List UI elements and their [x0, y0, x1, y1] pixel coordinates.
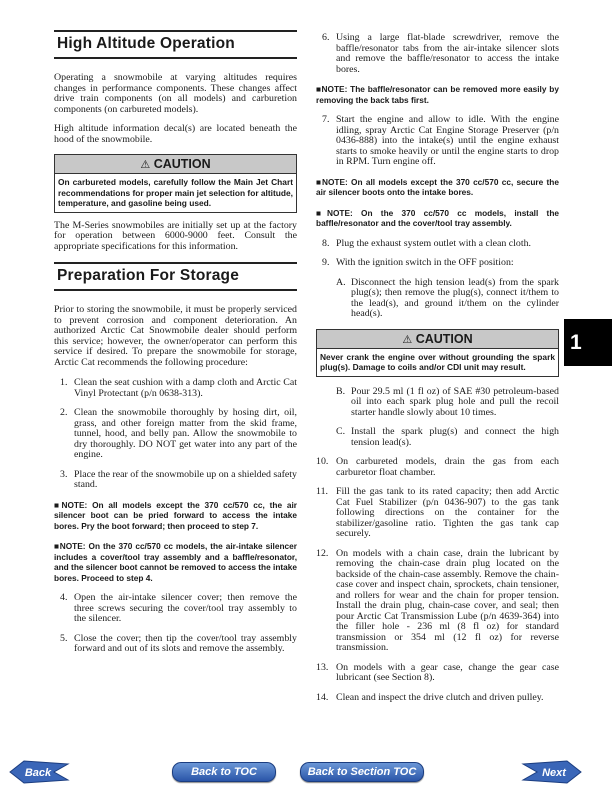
list-item: C. Install the spark plug(s) and connect the high tension lead(s).	[336, 426, 559, 448]
list-item: 8. Plug the exhaust system outlet with a clean cloth.	[322, 237, 531, 249]
step-list	[316, 115, 559, 168]
caution-header	[317, 330, 558, 349]
list-item: B. Pour 29.5 ml (1 fl oz) of SAE #30 petroleum-based oil into each spark plug hole and pull the recoil starter handle slowly about 10 times.	[336, 385, 559, 418]
sub-step-list	[316, 278, 559, 320]
list-item: 10. On carbureted models, drain the gas from each carburetor float chamber.	[316, 456, 559, 478]
note: ■NOTE: On the 370 cc/570 cc models, install the baffle/resonator and the cover/tool tray assembly.	[316, 207, 559, 228]
step-list	[316, 457, 559, 703]
step-list	[316, 33, 559, 75]
next-label[interactable]: Next	[542, 767, 566, 779]
section-heading-high-altitude: High Altitude Operation	[54, 30, 297, 59]
right-column	[316, 33, 559, 703]
list-item: 13. On models with a gear case, change the gear case lubricant (see Section 8).	[316, 661, 559, 683]
sub-step-list	[316, 387, 559, 449]
caution-header	[55, 155, 296, 174]
paragraph: High altitude information decal(s) are located beneath the hood of the snowmobile.	[54, 123, 297, 145]
next-arrow-button[interactable]	[521, 759, 583, 785]
caution-text: Never crank the engine over without grounding the spark plug(s). Damage to coils and/or CDI unit may result.	[320, 351, 555, 372]
caution-box	[54, 154, 297, 213]
list-item: A. Disconnect the high tension lead(s) from the spark plug(s); then remove the plug(s), connect it/them to the lead(s), and ground it/them on the cylinder head(s).	[336, 276, 559, 319]
paragraph: Operating a snowmobile at varying altitudes requires changes in performance components. These changes affect drive train components (on all models) and carburetion components (on carbureted models).	[54, 72, 297, 115]
list-item: 5. Close the cover; then tip the cover/tool tray assembly forward and out of its slots and remove the assembly.	[60, 632, 297, 654]
note: ■NOTE: On the 370 cc/570 cc models, the air-intake silencer includes a cover/tool tray assembly and a baffle/resonator, and the silencer boot cannot be removed to access the intake bores. Proceed to step 4.	[54, 541, 297, 583]
list-item: 11. Fill the gas tank to its rated capacity; then add Arctic Cat Fuel Stabilizer (p/n 0436-907) to the gas tank following directions on the container for the stabilizer/gasoline ratio. Tighten the gas tank cap securely.	[316, 486, 559, 539]
caution-title: CAUTION	[153, 157, 211, 171]
list-item: 7. Start the engine and allow to idle. With the engine idling, spray Arctic Cat Engine Storage Preserver (p/n 0436-888) into the intake(s) until the engine exhaust starts to smoke heavily or until the engine starts to drop in RPM. Turn engine off.	[322, 114, 559, 167]
section-heading-storage: Preparation For Storage	[54, 262, 297, 291]
back-to-section-toc-button[interactable]: Back to Section TOC	[300, 762, 424, 782]
note: ■NOTE: The baffle/resonator can be removed more easily by removing the back tabs first.	[316, 84, 559, 105]
list-item: 6. Using a large flat-blade screwdriver, remove the baffle/resonator tabs from the air-intake silencer slots and remove the baffle/resonator to access the intake bores.	[322, 32, 559, 75]
back-to-toc-button[interactable]: Back to TOC	[172, 762, 276, 782]
back-arrow-button[interactable]	[8, 759, 70, 785]
warning-icon: ⚠	[140, 159, 151, 171]
caution-title: CAUTION	[415, 331, 473, 346]
paragraph: Prior to storing the snowmobile, it must be properly serviced to prevent corrosion and component deterioration. An authorized Arctic Cat Snowmobile dealer should perform this service; however, the owner/operator can perform this service if desired. To prepare the snowmobile for storage, Arctic Cat recommends the following procedure:	[54, 304, 297, 368]
step-list	[316, 239, 559, 269]
warning-icon: ⚠	[402, 333, 413, 346]
caution-text: On carbureted models, carefully follow the Main Jet Chart recommendations for proper main jet selection for altitude, temperature, and gasoline being used.	[58, 177, 294, 208]
list-item: 14. Clean and inspect the drive clutch and driven pulley.	[316, 691, 544, 703]
list-item: 2. Clean the snowmobile thoroughly by hosing dirt, oil, grass, and other foreign matter from the skid frame, tunnel, hood, and belly pan. Allow the snowmobile to dry thoroughly. DO NOT get water into any part of the engine.	[60, 407, 297, 460]
paragraph: The M-Series snowmobiles are initially set up at the factory for operation between 6000-9000 feet. Consult the appropriate specifications for this information.	[54, 219, 297, 252]
left-column	[54, 30, 297, 655]
caution-box	[316, 329, 559, 377]
chapter-tab: 1	[564, 319, 612, 366]
list-item: 4. Open the air-intake silencer cover; then remove the three screws securing the cover/tool tray assembly to the silencer.	[60, 592, 297, 624]
back-label[interactable]: Back	[24, 767, 52, 779]
list-item: 9. With the ignition switch in the OFF position:	[322, 257, 514, 268]
step-list	[54, 593, 297, 655]
list-item: 3. Place the rear of the snowmobile up on a shielded safety stand.	[60, 468, 297, 490]
note: ■NOTE: On all models except the 370 cc/570 cc, secure the air silencer boots onto the intake bores.	[316, 176, 559, 197]
step-list	[54, 378, 297, 491]
note: ■NOTE: On all models except the 370 cc/570 cc, the air silencer boot can be pried forward to access the intake bores. Pry the boot forward; then proceed to step 7.	[54, 499, 297, 531]
list-item: 1. Clean the seat cushion with a damp cloth and Arctic Cat Vinyl Protectant (p/n 0638-313).	[60, 377, 297, 399]
list-item: 12. On models with a chain case, drain the lubricant by removing the chain-case drain plug located on the backside of the chain-case assembly. Remove the chain-case cover and inspect chain, sprockets, chain tensioner, and rollers for wear and the chain for proper tension. Install the drain plug, chain-case cover, and seal; then pour Arctic Cat Transmission Lube (p/n 4639-364) into the filler hole - 236 ml (8 fl oz) for standard transmission or 354 ml (12 fl oz) for reverse transmission.	[316, 547, 559, 653]
